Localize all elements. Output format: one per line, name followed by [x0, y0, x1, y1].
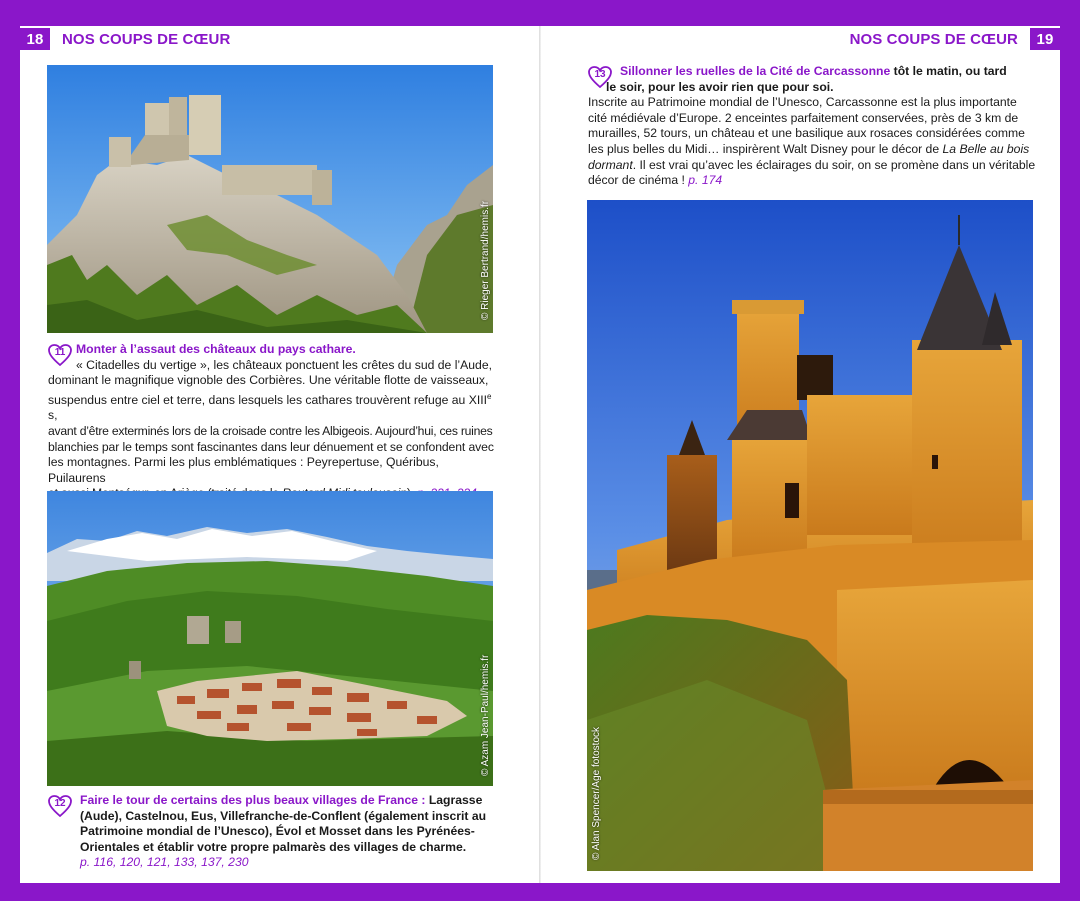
castle-photo — [47, 65, 493, 333]
entry-13-book-title-end: dormant — [588, 157, 633, 172]
entry-11-line-3: suspendus entre ciel et terre, dans lesquels les cathares trouvèrent refuge au XIII — [48, 392, 487, 407]
entry-13-number: 13 — [594, 69, 606, 80]
entry-13-title-rest: tôt le matin, ou tard — [890, 64, 1007, 78]
entry-12-title: Faire le tour de certains des plus beaux villages de France : — [80, 793, 426, 807]
entry-13-book-title: La Belle au bois — [942, 141, 1030, 156]
entry-12-line-3: Patrimoine mondial de l’Unesco), Évol et Mosset dans les Pyrénées- — [80, 824, 475, 839]
castle-photo-image — [47, 65, 493, 333]
carcassonne-photo — [587, 200, 1033, 871]
village-photo-image — [47, 491, 493, 786]
entry-13-line-3: murailles, 52 tours, un château et une basilique aux rosaces considérées comme — [588, 126, 1025, 141]
entry-13-line-1: Inscrite au Patrimoine mondial de l’Unesco, Carcassonne est la plus importante — [588, 95, 1017, 110]
right-page-header — [850, 28, 1060, 50]
castle-photo-credit: © Rieger Bertrand/hemis.fr — [480, 200, 491, 320]
entry-11-line-1: « Citadelles du vertige », les châteaux ponctuent les crêtes du sud de l’Aude, — [76, 357, 492, 372]
right-page-number: 19 — [1030, 28, 1060, 50]
left-page-header — [20, 28, 230, 50]
left-header-title: NOS COUPS DE CŒUR — [62, 30, 231, 48]
entry-11-line-6: les montagnes. Parmi les plus emblématiques : Peyrepertuse, Quéribus, Puilaurens — [48, 455, 439, 485]
entry-13-line-6: décor de cinéma ! — [588, 173, 689, 188]
entry-11-line-5: blanchies par le temps sont fascinantes dans leur dénuement et se confondent avec — [48, 439, 494, 454]
entry-12 — [80, 793, 500, 871]
entry-12-line-4: Orientales et établir votre propre palmarès des villages de charme. — [80, 839, 467, 854]
entry-13-line-4: les plus belles du Midi… inspirèrent Walt Disney pour le décor de — [588, 141, 943, 156]
entry-13-page-refs: p. 174 — [688, 173, 723, 188]
entry-13-title-line-2: le soir, pour les avoir rien que pour soi. — [606, 79, 834, 94]
heart-number-icon — [48, 795, 72, 817]
book-gutter — [539, 26, 541, 883]
village-photo — [47, 491, 493, 786]
entry-11-line-4: avant d’être exterminés lors de la croisade contre les Albigeois. Aujourd’hui, ces ruines — [48, 424, 493, 439]
left-page-number: 18 — [20, 28, 50, 50]
carcassonne-photo-image — [587, 200, 1033, 871]
entry-11-line-2: dominant le magnifique vignoble des Corbières. Une véritable flotte de vaisseaux, — [48, 373, 489, 388]
carcassonne-photo-credit: © Alan Spencer/Age fotostock — [591, 726, 602, 860]
entry-13-title: Sillonner les ruelles de la Cité de Carcassonne — [620, 64, 891, 78]
entry-11-century-sup: e — [487, 391, 492, 401]
entry-13-line-2: cité médiévale d’Europe. 2 enceintes parfaitement conservées, près de 3 km de — [588, 110, 1019, 125]
entry-13-line-5: . Il est vrai qu’avec les éclairages du soir, on se promène dans un véritable — [632, 157, 1036, 172]
entry-11-line-3-end: s, — [48, 408, 58, 423]
entry-12-line-2: (Aude), Castelnou, Eus, Villefranche-de-Conflent (également inscrit au — [80, 808, 487, 823]
entry-11-title: Monter à l’assaut des châteaux du pays cathare. — [76, 342, 356, 356]
entry-13 — [588, 64, 1038, 189]
right-header-title: NOS COUPS DE CŒUR — [849, 30, 1018, 48]
entry-12-page-refs: p. 116, 120, 121, 133, 137, 230 — [80, 855, 249, 870]
entry-12-number: 12 — [54, 798, 66, 809]
entry-11-number: 11 — [54, 347, 66, 358]
entry-12-line-1: Lagrasse — [425, 793, 483, 807]
village-photo-credit: © Azam Jean-Paul/hemis.fr — [480, 654, 491, 776]
